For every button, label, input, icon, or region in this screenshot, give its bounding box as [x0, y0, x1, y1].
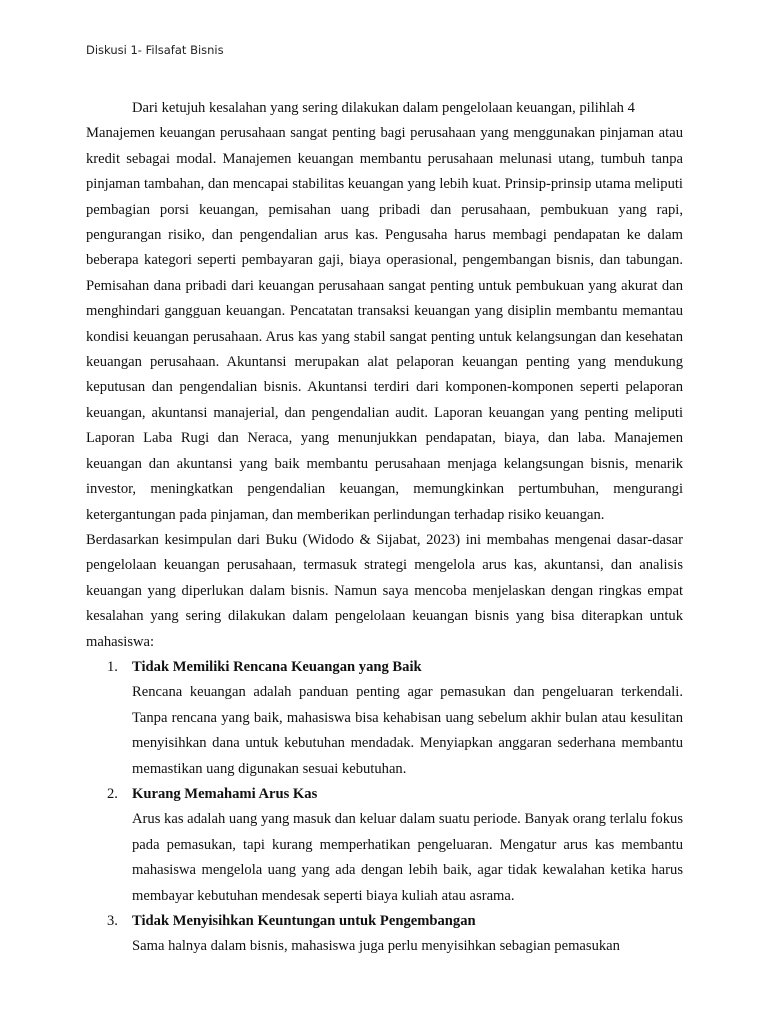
paragraph-conclusion: Berdasarkan kesimpulan dari Buku (Widodo & Sijabat, 2023) ini membahas mengenai dasar-dasar pengelolaan keuangan perusahaan, termasuk strategi mengelola arus kas, akuntansi, dan analisis keuangan yang diperlukan dalam bisnis. Namun saya mencoba menjelaskan dengan ringkas empat kesalahan yang sering dilakukan dalam pengelolaan keuangan bisnis yang bisa diterapkan untuk mahasiswa: [86, 531, 683, 650]
mistakes-list [86, 655, 683, 960]
list-item-description: Arus kas adalah uang yang masuk dan keluar dalam suatu periode. Banyak orang terlalu fokus pada pemasukan, tapi kurang memperhatikan pengeluaran. Mengatur arus kas membantu mahasiswa mengelola uang yang ada dengan lebih baik, agar tidak kewalahan ketika harus membayar kebutuhan mendesak seperti biaya kuliah atau asrama. [132, 811, 683, 904]
list-item-title: Kurang Memahami Arus Kas [132, 785, 318, 802]
paragraph-intro [86, 96, 683, 528]
page-header-title: Diskusi 1- Filsafat Bisnis [86, 43, 224, 57]
list-item [86, 782, 683, 909]
list-item [86, 909, 683, 960]
paragraph-lead-sentence: Dari ketujuh kesalahan yang sering dilakukan dalam pengelolaan keuangan, pilihlah 4 [132, 100, 635, 116]
list-item-description: Rencana keuangan adalah panduan penting agar pemasukan dan pengeluaran terkendali. Tanpa rencana yang baik, mahasiswa bisa kehabisan uang sebelum akhir bulan atau kesulitan menyisihkan dana untuk kebutuhan mendadak. Menyiapkan anggaran sederhana membantu memastikan uang digunakan sesuai kebutuhan. [132, 684, 683, 777]
paragraph-main-body: Manajemen keuangan perusahaan sangat penting bagi perusahaan yang menggunakan pinjaman atau kredit sebagai modal. Manajemen keuangan membantu perusahaan melunasi utang, tumbuh tanpa pinjaman tambahan, dan mencapai stabilitas keuangan yang lebih kuat. Prinsip-prinsip utama meliputi pembagian porsi keuangan, pemisahan uang pribadi dan perusahaan, pembukuan yang rapi, pengurangan risiko, dan pengendalian arus kas. Pengusaha harus membagi pendapatan ke dalam beberapa kategori seperti pembayaran gaji, biaya operasional, pengembangan bisnis, dan tabungan. Pemisahan dana pribadi dari keuangan perusahaan sangat penting untuk pembukuan yang akurat dan menghindari gangguan keuangan. Pencatatan transaksi keuangan yang disiplin membantu memantau kondisi keuangan perusahaan. Arus kas yang stabil sangat penting untuk kelangsungan dan kesehatan keuangan perusahaan. Akuntansi merupakan alat pelaporan keuangan penting yang mendukung keputusan dan pengendalian bisnis. Akuntansi terdiri dari komponen-komponen seperti pelaporan keuangan, akuntansi manajerial, dan pengendalian audit. Laporan keuangan yang penting meliputi Laporan Laba Rugi dan Neraca, yang menunjukkan pendapatan, biaya, dan laba. Manajemen keuangan dan akuntansi yang baik membantu perusahaan menjaga kelangsungan bisnis, menarik investor, meningkatkan pengendalian keuangan, memungkinkan pertumbuhan, mengurangi ketergantungan pada pinjaman, dan memberikan perlindungan terhadap risiko keuangan. [86, 125, 683, 523]
list-item-description: Sama halnya dalam bisnis, mahasiswa juga perlu menyisihkan sebagian pemasukan [132, 938, 620, 955]
list-item-title: Tidak Menyisihkan Keuntungan untuk Pengembangan [132, 913, 476, 929]
list-item-number: 2. [107, 785, 118, 802]
list-item-number: 3. [107, 913, 118, 929]
list-item-title: Tidak Memiliki Rencana Keuangan yang Baik [132, 658, 422, 675]
document-body [86, 96, 683, 960]
list-item [86, 655, 683, 782]
list-item-number: 1. [107, 658, 118, 675]
